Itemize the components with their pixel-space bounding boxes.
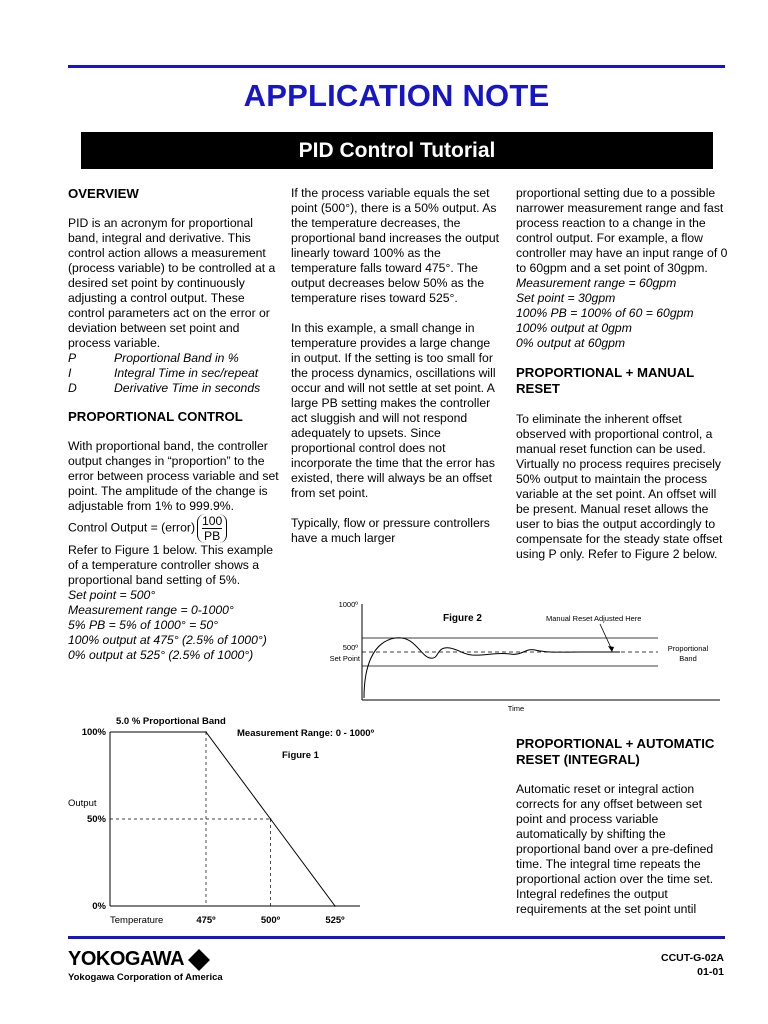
def-value: Integral Time in sec/repeat xyxy=(114,366,259,380)
band-label-a: Proportional xyxy=(667,644,709,653)
column-2 xyxy=(291,186,501,546)
def-i xyxy=(68,366,280,381)
automatic-reset-heading: PROPORTIONAL + AUTOMATIC RESET (INTEGRAL) xyxy=(516,736,715,767)
band-label: 5.0 % Proportional Band xyxy=(116,716,226,727)
proportional-text: With proportional band, the controller output changes in “proportion” to the error between process variable and set point. The amplitude of the change is adjustable from 1% to 999.9%. xyxy=(68,439,279,513)
col2-paragraph-3: Typically, flow or pressure controllers have a much larger xyxy=(291,516,490,545)
column-3 xyxy=(516,186,728,562)
example-line: 0% output at 525° (2.5% of 1000°) xyxy=(68,648,254,662)
diamond-icon xyxy=(188,949,210,971)
def-key: I xyxy=(68,366,72,380)
manual-reset-heading: PROPORTIONAL + MANUAL RESET xyxy=(516,365,694,396)
x-tick-label: 500º xyxy=(260,915,281,926)
flow-example-line: 100% PB = 100% of 60 = 60gpm xyxy=(516,306,694,320)
refer-text: Refer to Figure 1 below. This example of a temperature controller shows a proportional band setting of 5%. xyxy=(68,543,274,587)
process-variable-curve xyxy=(364,638,620,698)
x-tick-label: 525º xyxy=(325,915,345,926)
figure-2-title: Figure 2 xyxy=(443,613,482,624)
x-axis-label: Temperature xyxy=(110,915,164,926)
example-line: Set point = 500° xyxy=(68,588,156,602)
manual-reset-text: To eliminate the inherent offset observed with proportional control, a manual reset function can be used. Virtually no process requires precisely 50% output to maintain the process variable at the set point. An offset will be present. Manual reset allows the user to bias the output accordingly to compensate for the steady state offset using P only. Refer to Figure 2 below. xyxy=(516,412,723,561)
range-label: Measurement Range: 0 - 1000º xyxy=(237,728,375,739)
flow-example-line: Measurement range = 60gpm xyxy=(516,276,677,290)
band-label-b: Band xyxy=(679,654,697,663)
yokogawa-logo xyxy=(68,948,223,983)
figure-1-title: Figure 1 xyxy=(282,750,319,761)
bottom-rule xyxy=(68,936,725,939)
flow-example-line: 0% output at 60gpm xyxy=(516,336,626,350)
figure-2 xyxy=(290,598,730,718)
def-p xyxy=(68,351,280,366)
proportional-heading: PROPORTIONAL CONTROL xyxy=(68,409,243,424)
annotation-arrow xyxy=(600,624,612,650)
def-key: D xyxy=(68,381,77,395)
col3-paragraph-1: proportional setting due to a possible narrower measurement range and fast process reaction to a change in the control output. For example, a flow controller may have an input range of 0 to 60gpm and a set point of 30gpm. xyxy=(516,186,728,275)
column-3-lower xyxy=(516,736,716,917)
formula-fraction xyxy=(197,514,227,543)
figure-1 xyxy=(60,708,500,930)
doc-code: CCUT-G-02A xyxy=(660,952,724,964)
flow-example-line: 100% output at 0gpm xyxy=(516,321,632,335)
automatic-reset-text: Automatic reset or integral action corrects for any offset between set point and process variable automatically by shifting the proportional band over a pre-defined time. The integral time repeats the proportional action over the time set. Integral redefines the output requirements at the set point until xyxy=(516,782,714,916)
subtitle-bar: PID Control Tutorial xyxy=(81,132,713,169)
brand-name: YOKOGAWA xyxy=(68,948,185,970)
company-name: Yokogawa Corporation of America xyxy=(68,972,223,983)
annotation-label: Manual Reset Adjusted Here xyxy=(546,614,642,623)
example-line: 100% output at 475° (2.5% of 1000°) xyxy=(68,633,267,647)
y-axis-label: Output xyxy=(68,798,97,809)
annotation-arrowhead xyxy=(608,646,614,652)
page-title: APPLICATION NOTE xyxy=(243,78,550,113)
example-line: Measurement range = 0-1000° xyxy=(68,603,234,617)
column-1 xyxy=(68,186,280,663)
flow-example-line: Set point = 30gpm xyxy=(516,291,616,305)
y-tick-label: 100% xyxy=(81,727,106,738)
formula-numerator: 100 xyxy=(202,514,223,528)
y-tick-label: 0% xyxy=(92,901,106,912)
col2-paragraph-2: In this example, a small change in temperature provides a large change in output. If the setting is too small for the process dynamics, oscillations will occur and will not settle at set point. A large PB setting makes the controller act sluggish and will not respond adequately to upsets. Since proportional control does not incorporate the time that the error has existed, there will always be an offset from set point. xyxy=(291,321,496,500)
doc-date: 01-01 xyxy=(697,966,724,978)
def-key: P xyxy=(68,351,77,365)
y-tick-label: 50% xyxy=(86,814,106,825)
x-tick-label: 475º xyxy=(196,915,216,926)
formula-prefix: Control Output = (error) xyxy=(68,520,195,535)
formula xyxy=(68,514,280,543)
x-axis-label: Time xyxy=(507,704,525,713)
col2-paragraph-1: If the process variable equals the set point (500°), there is a 50% output. As the temperature decreases, the proportional band increases the output linearly toward 100% as the temperature falls toward 475°. The output decreases below 50% as the temperature rises toward 525°. xyxy=(291,186,500,305)
data-point xyxy=(334,905,336,907)
setpoint-label: Set Point xyxy=(329,654,360,663)
y-top-label: 1000º xyxy=(338,600,358,609)
def-value: Derivative Time in seconds xyxy=(114,381,261,395)
formula-denominator: PB xyxy=(204,529,221,543)
example-line: 5% PB = 5% of 1000° = 50° xyxy=(68,618,219,632)
overview-heading: OVERVIEW xyxy=(68,186,139,201)
top-rule xyxy=(68,65,725,68)
overview-text: PID is an acronym for proportional band, integral and derivative. This control action allows a measurement (process variable) to be controlled at a desired set point by continuously adjusting a control output. These control parameters act on the error or deviation between set point and process variable. xyxy=(68,216,276,350)
def-d xyxy=(68,381,280,396)
def-value: Proportional Band in % xyxy=(114,351,239,365)
y-mid-label: 500º xyxy=(342,643,358,652)
